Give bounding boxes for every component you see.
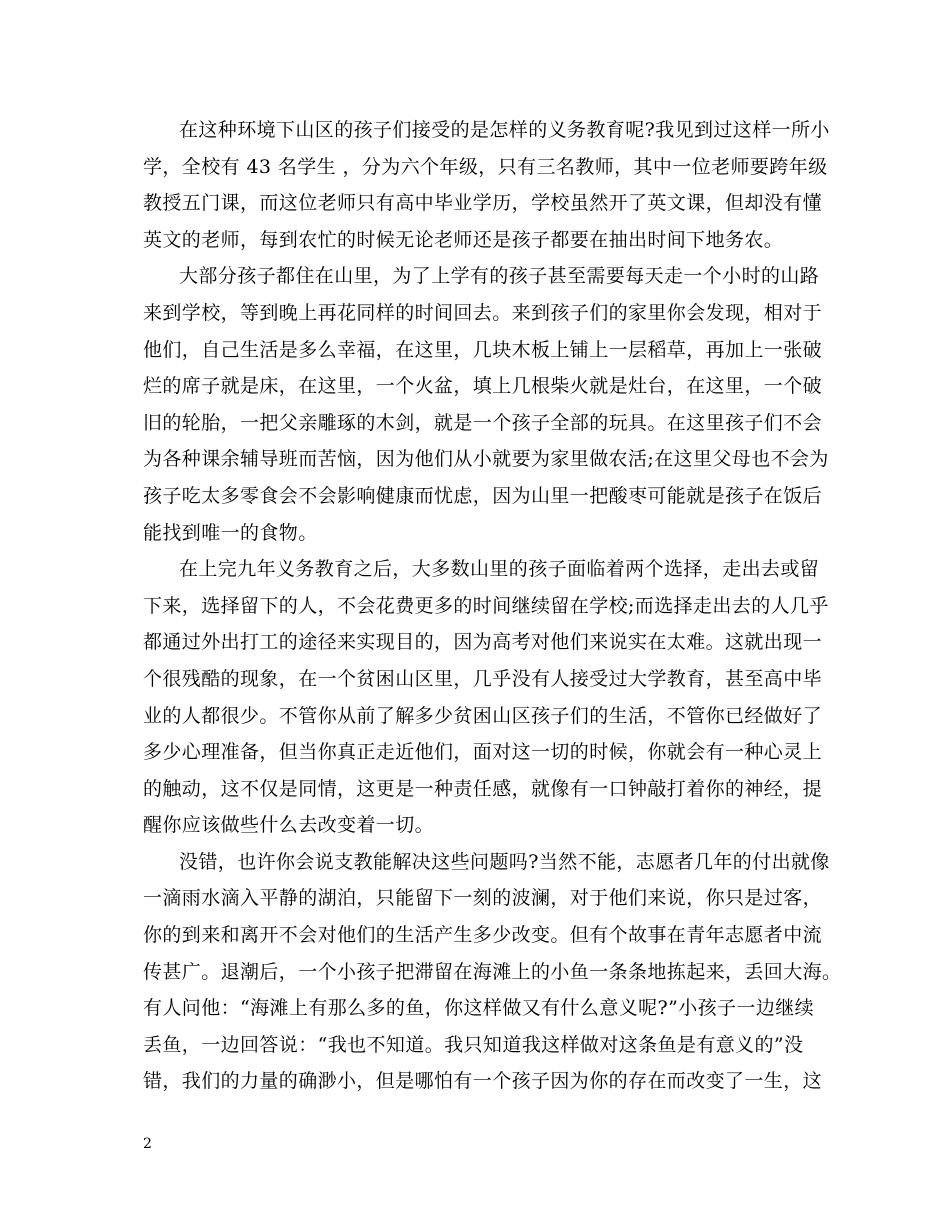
page-number: 2: [143, 1136, 152, 1152]
paragraph-1-line-1: 在这种环境下山区的孩子们接受的是怎样的义务教育呢?我见到过这样一所小: [179, 119, 830, 141]
paragraph-4-line-3: 你的到来和离开不会对他们的生活产生多少改变。但有个故事在青年志愿者中流: [143, 924, 823, 947]
paragraph-4-line-2: 一滴雨水滴入平静的湖泊，只能留下一刻的波澜，对于他们来说，你只是过客，: [143, 887, 823, 910]
paragraph-3-line-4: 个很残酷的现象，在一个贫困山区里，几乎没有人接受过大学教育，甚至高中毕: [143, 667, 823, 690]
paragraph-4-line-7: 错，我们的力量的确渺小，但是哪怕有一个孩子因为你的存在而改变了一生，这: [143, 1070, 823, 1093]
paragraph-3-line-6: 多少心理准备，但当你真正走近他们，面对这一切的时候，你就会有一种心灵上: [143, 741, 823, 764]
paragraph-3-line-5: 业的人都很少。不管你从前了解多少贫困山区孩子们的生活，不管你已经做好了: [143, 704, 823, 727]
paragraph-4-line-4: 传甚广。退潮后，一个小孩子把滞留在海滩上的小鱼一条条地拣起来，丢回大海。: [143, 960, 842, 983]
paragraph-2-line-3: 他们，自己生活是多么幸福，在这里，几块木板上铺上一层稻草，再加上一张破: [143, 338, 823, 361]
paragraph-3-line-1: 在上完九年义务教育之后，大多数山里的孩子面临着两个选择，走出去或留: [179, 558, 820, 581]
paragraph-1-line-3: 教授五门课，而这位老师只有高中毕业学历，学校虽然开了英文课，但却没有懂: [143, 192, 823, 215]
paragraph-3-line-2: 下来，选择留下的人，不会花费更多的时间继续留在学校;而选择走出去的人几乎: [143, 594, 829, 617]
paragraph-1-line-2: 学，全校有 43 名学生 ，分为六个年级，只有三名教师，其中一位老师要跨年级: [143, 155, 828, 178]
paragraph-2-line-2: 来到学校，等到晚上再花同样的时间回去。来到孩子们的家里你会发现，相对于: [143, 301, 823, 324]
paragraph-3-line-3: 都通过外出打工的途径来实现目的，因为高考对他们来说实在太难。这就出现一: [143, 631, 823, 654]
paragraph-2-line-1: 大部分孩子都住在山里，为了上学有的孩子甚至需要每天走一个小时的山路: [179, 265, 820, 288]
paragraph-2-line-7: 孩子吃太多零食会不会影响健康而忧虑，因为山里一把酸枣可能就是孩子在饭后: [143, 484, 823, 507]
paragraph-2-line-6: 为各种课余辅导班而苦恼，因为他们从小就要为家里做农活;在这里父母也不会为: [143, 448, 829, 471]
paragraph-1-line-4: 英文的老师，每到农忙的时候无论老师还是孩子都要在抽出时间下地务农。: [143, 228, 784, 251]
paragraph-4-line-1: 没错，也许你会说支教能解决这些问题吗?当然不能，志愿者几年的付出就像: [179, 850, 830, 873]
body-text: [143, 112, 842, 1100]
paragraph-4-line-5: 有人问他：“海滩上有那么多的鱼，你这样做又有什么意义呢?”小孩子一边继续: [143, 997, 815, 1020]
paragraph-2-line-8: 能找到唯一的食物。: [143, 521, 318, 544]
paragraph-3-line-8: 醒你应该做些什么去改变着一切。: [143, 814, 435, 837]
paragraph-4-line-6: 丢鱼，一边回答说：“我也不知道。我只知道我这样做对这条鱼是有意义的”没: [143, 1033, 804, 1056]
paragraph-3-line-7: 的触动，这不仅是同情，这更是一种责任感，就像有一口钟敲打着你的神经，提: [143, 777, 823, 800]
paragraph-2-line-5: 旧的轮胎，一把父亲雕琢的木剑，就是一个孩子全部的玩具。在这里孩子们不会: [143, 411, 823, 434]
paragraph-2-line-4: 烂的席子就是床，在这里，一个火盆，填上几根柴火就是灶台，在这里，一个破: [143, 375, 823, 398]
